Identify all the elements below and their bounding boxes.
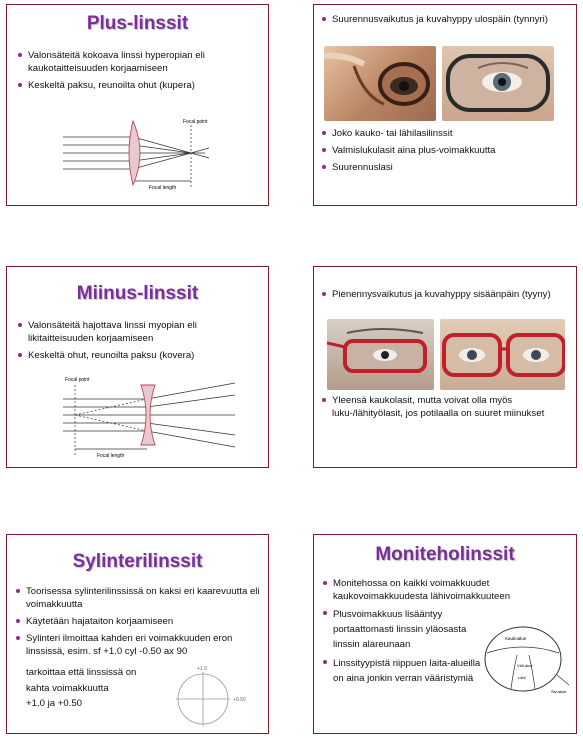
bullet-item: Keskeltä ohut, reunoilta paksu (kovera) (17, 349, 257, 362)
bullet-item: Pienennysvaikutus ja kuvahyppy sisäänpäin (tyyny) (321, 288, 571, 301)
lens-zone-label: Kaukoalue (505, 636, 527, 641)
slide-cylinder-lenses (6, 534, 269, 734)
continuation-line: kahta voimakkuutta (26, 682, 109, 694)
bullet-item: Suurennuslasi (321, 161, 571, 174)
bullet-item: Monitehossa on kaikki voimakkuudet kaukovoimakkuudesta lähivoimakkuuteen (322, 577, 572, 603)
cross-top-label: +1.0 (197, 666, 207, 672)
slide-title: Moniteholinssit (375, 544, 515, 565)
slide-plus-effect (313, 4, 577, 206)
bullet-list (321, 288, 571, 305)
bullet-list (15, 585, 263, 662)
bullet-item: Valonsäteitä hajottava linssi myopian eli likitaitteisuuden korjaamiseen (17, 319, 257, 345)
focal-length-label: Focal length (149, 185, 177, 191)
bullet-item: Plusvoimakkuus lisääntyy portaattomasti linssin yläosasta linssin alareunaan (322, 607, 482, 652)
bullet-list (322, 577, 572, 607)
continuation-line: tarkoittaa että linssissä on (26, 667, 137, 678)
bullet-item: Linssityypistä riippuen laita-alueilla on aina jonkin verran vääristymiä (322, 656, 482, 686)
bullet-list (17, 319, 257, 366)
bullet-item: Yleensä kaukolasit, mutta voivat olla myös luku-/lähityölasit, jos potilaalla on suuret miinukset (321, 394, 571, 420)
slide-title: Miinus-linssit (76, 283, 199, 304)
concave-lens-diagram (55, 375, 245, 459)
bullet-item: Valonsäteitä kokoava linssi hyperopian eli kaukotaitteisuuden korjaamiseen (17, 49, 257, 75)
slide-title: Plus-linssit (86, 13, 189, 34)
continuation-text (26, 665, 166, 712)
lens-zone-label: Lähi (518, 675, 526, 680)
photo-red-glasses-side (327, 319, 434, 390)
bullet-item: Joko kauko- tai lähilasilinssit (321, 127, 571, 140)
lens-zone-label: Sivualue (551, 689, 567, 694)
bullet-item: Sylinteri ilmoittaa kahden eri voimakkuuden eron linssissä, esim. sf +1.0 cyl -0.50 ax 90 (15, 632, 263, 658)
glasses-image (324, 46, 436, 121)
bullet-item: Toorisessa sylinterilinssissä on kaksi eri kaarevuutta eli voimakkuutta (15, 585, 263, 611)
convex-lens-diagram (55, 115, 225, 191)
slide-minus-effect (313, 266, 577, 468)
slide-minus-lenses (6, 266, 269, 468)
cross-right-label: +0.50 (233, 697, 246, 703)
bullet-item: Keskeltä paksu, reunoilta ohut (kupera) (17, 79, 257, 92)
photo-glasses-magnified-eye (442, 46, 554, 121)
lens-zone-label: Väli-alue (517, 663, 533, 668)
bullet-list-narrow (322, 607, 482, 690)
glasses-image (442, 46, 554, 121)
bullet-item: Valmislukulasit aina plus-voimakkuutta (321, 144, 571, 157)
cylinder-power-cross (157, 663, 257, 729)
continuation-line: +1.0 ja +0.50 (26, 698, 83, 709)
bullet-list (321, 13, 571, 30)
bullet-list (321, 394, 571, 424)
glasses-image (440, 319, 565, 390)
focal-length-label: Focal length (97, 453, 125, 459)
bullet-item: Käytetään hajataiton korjaamiseen (15, 615, 263, 628)
slide-multifocal-lenses (313, 534, 577, 734)
bullet-list (17, 49, 257, 96)
photo-red-glasses-front (440, 319, 565, 390)
slide-title: Sylinterilinssit (72, 551, 203, 572)
bullet-item: Suurennusvaikutus ja kuvahyppy ulospäin (tynnyri) (321, 13, 571, 26)
progressive-lens-diagram (479, 623, 571, 695)
slide-plus-lenses (6, 4, 269, 206)
bullet-list (321, 127, 571, 178)
glasses-image (327, 319, 434, 390)
photo-glasses-closeup (324, 46, 436, 121)
focal-point-label: Focal point (65, 377, 90, 383)
focal-point-label: Focal point (183, 119, 208, 125)
